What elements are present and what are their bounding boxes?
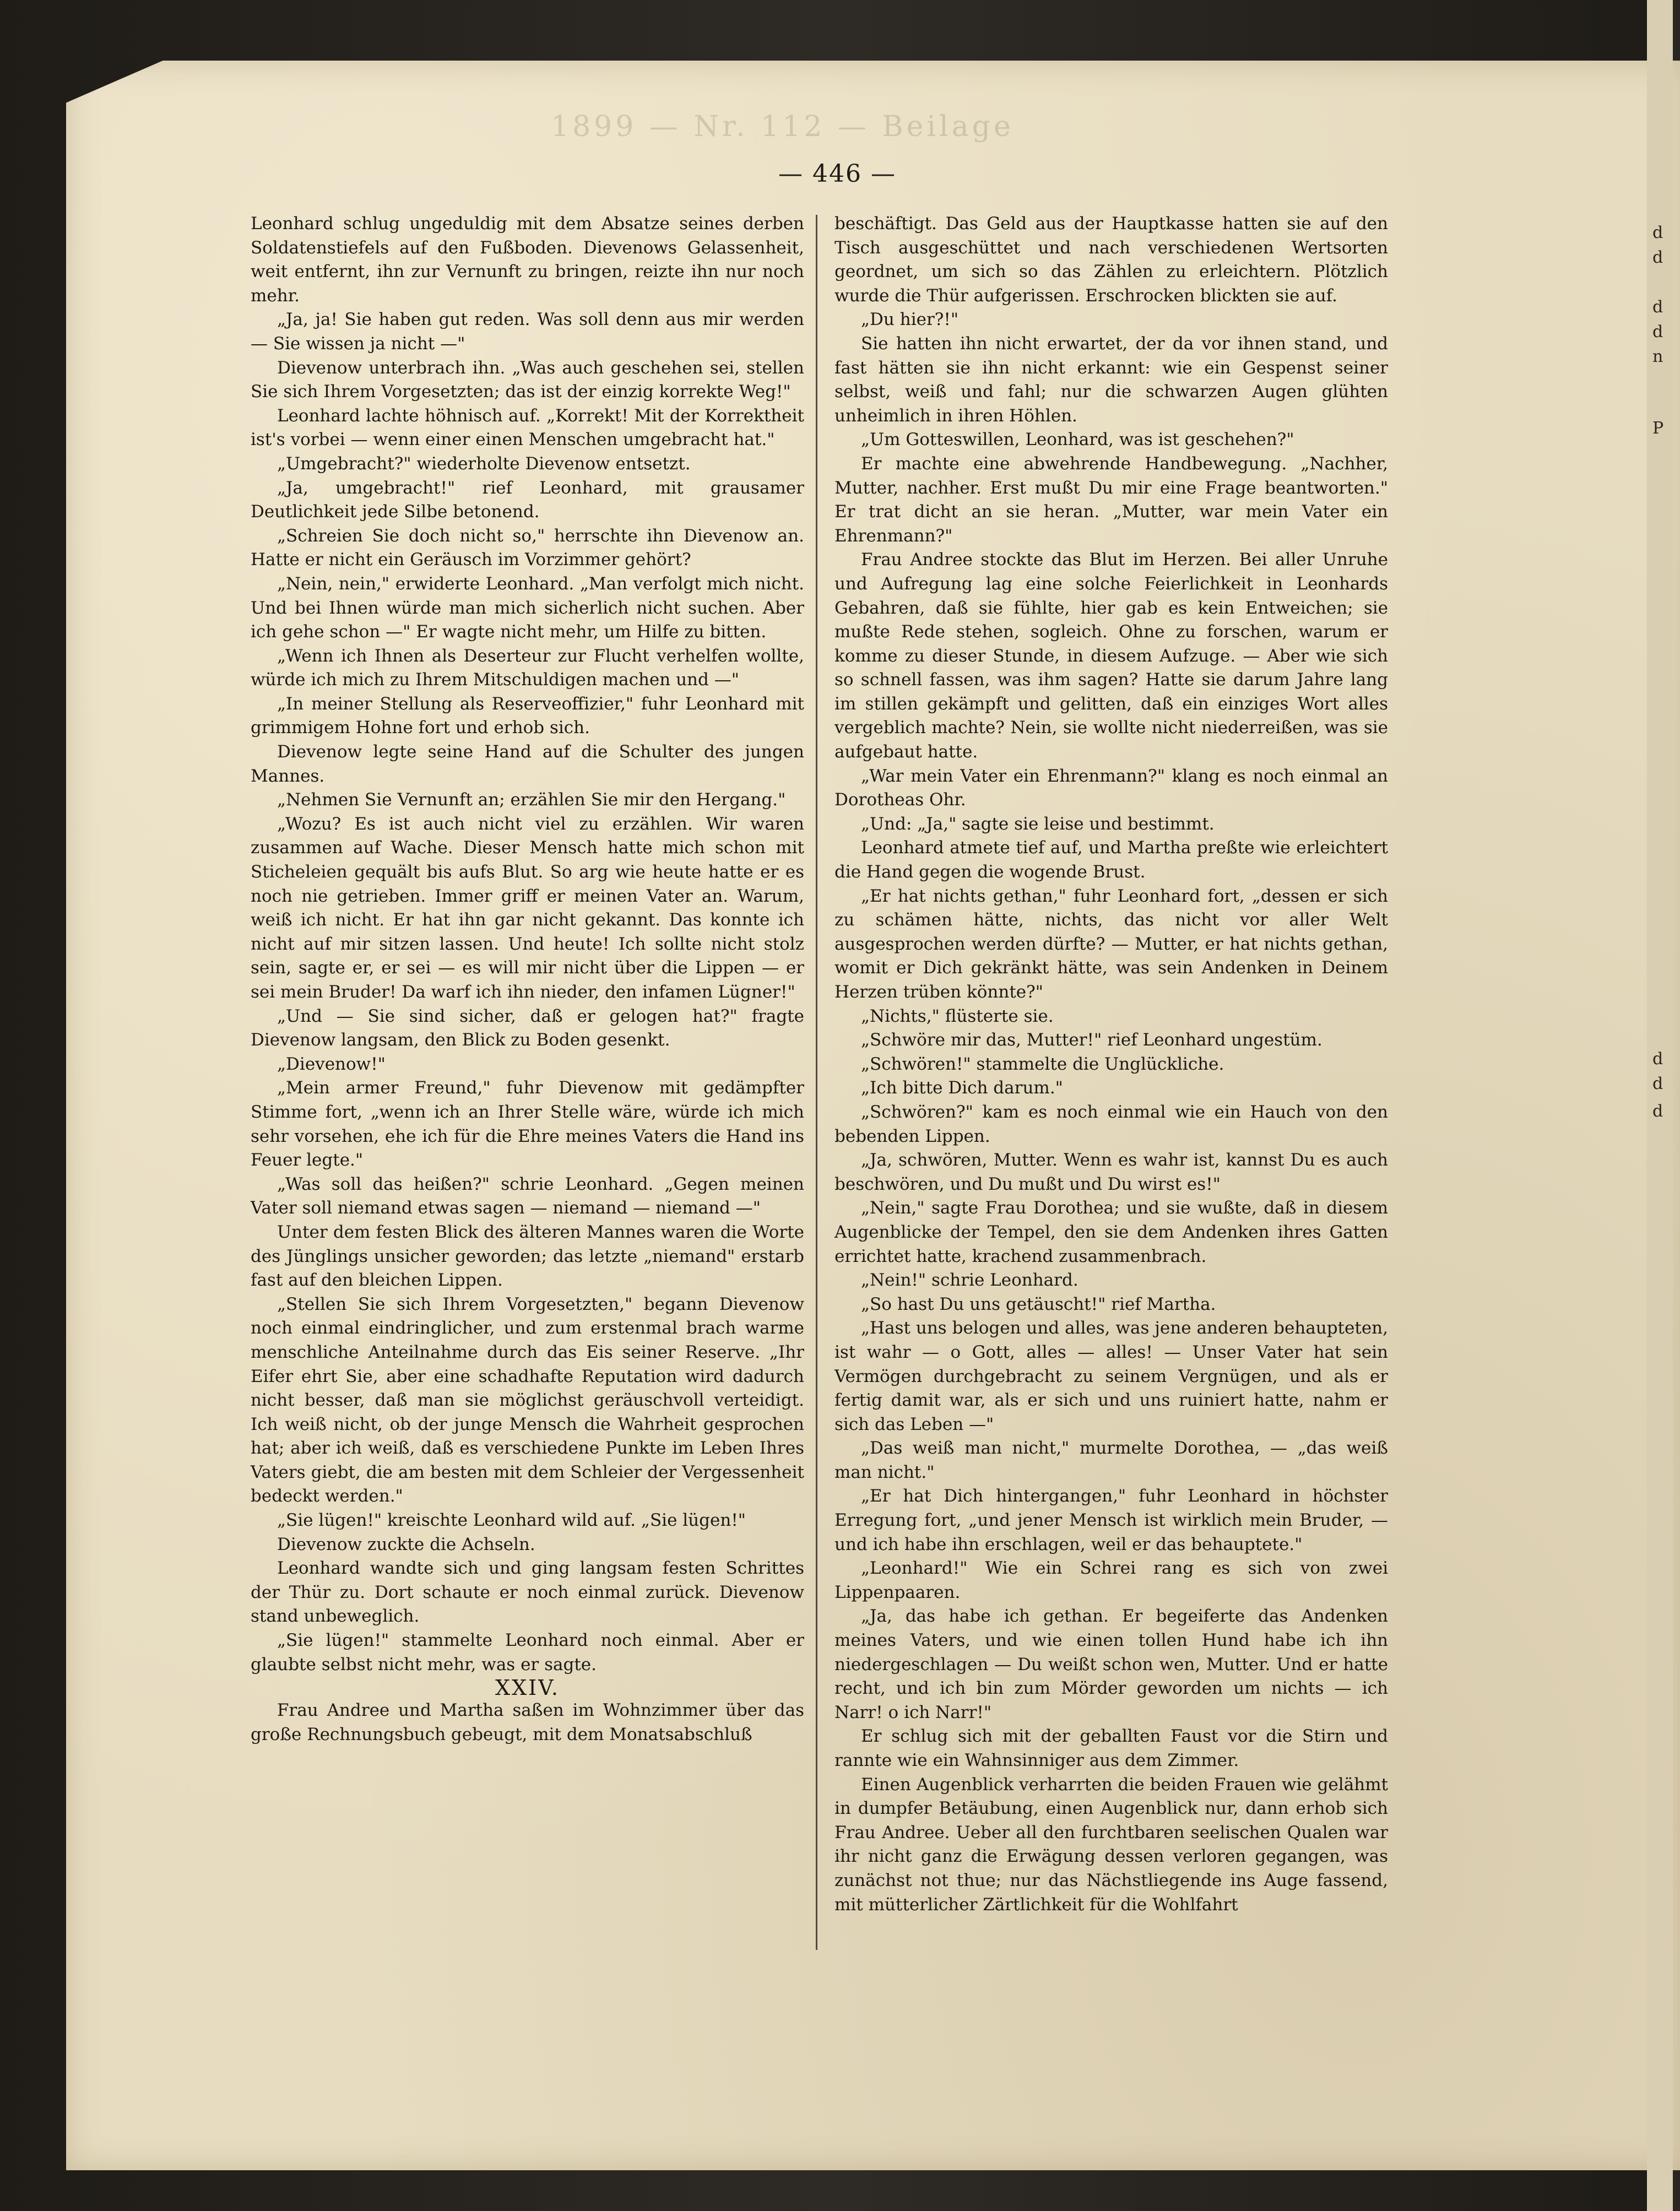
right-paragraph: „Du hier?!" xyxy=(861,310,959,330)
right-paragraph: „War mein Vater ein Ehrenmann?" klang es noch einmal an Dorotheas Ohr. xyxy=(834,766,1388,810)
next-page-edge-glyph: d xyxy=(1652,297,1663,317)
right-paragraph: „Ja, das habe ich gethan. Er begeiferte das Andenken meines Vaters, und wie einen tollen Hund habe ich ihn niedergeschlagen — Du weißt schon wen, Mutter. Und er hatte recht, und ich bin zum Mörder geworden um nichts — ich Narr! o ich Narr!" xyxy=(834,1606,1388,1722)
right-text-column xyxy=(834,212,1388,1917)
left-paragraph: „Mein armer Freund," fuhr Dievenow mit gedämpfter Stimme fort, „wenn ich an Ihrer Stelle wäre, würde ich mich sehr vorsehen, ehe ich für die Ehre meines Vaters die Hand ins Feuer legte." xyxy=(251,1078,804,1170)
next-page-edge-glyph: n xyxy=(1652,347,1663,366)
right-paragraph: „Ja, schwören, Mutter. Wenn es wahr ist, kannst Du es auch beschwören, und Du mußt und Du wirst es!" xyxy=(834,1150,1388,1194)
left-paragraph: „Nein, nein," erwiderte Leonhard. „Man verfolgt mich nicht. Und bei Ihnen würde man mich sicherlich nicht suchen. Aber ich gehe schon —" Er wagte nicht mehr, um Hilfe zu bitten. xyxy=(251,573,804,642)
right-paragraph: Einen Augenblick verharrten die beiden Frauen wie gelähmt in dumpfer Betäubung, einen Augenblick nur, dann erhob sich Frau Andree. Ueber all den furchtbaren seelischen Qualen war ihr nicht ganz die Erwägung dessen verloren gegangen, was zunächst not thue; nur das Nächstliegende ins Auge fassend, mit mütterlicher Zärtlichkeit für die Wohlfahrt xyxy=(834,1774,1388,1915)
right-paragraph: „Schwören!" stammelte die Unglückliche. xyxy=(861,1054,1224,1074)
next-page-edge-glyph: d xyxy=(1652,1049,1663,1069)
left-paragraph: „Umgebracht?" wiederholte Dievenow entsetzt. xyxy=(277,453,691,474)
right-paragraph: Leonhard atmete tief auf, und Martha preßte wie erleichtert die Hand gegen die wogende Brust. xyxy=(834,838,1388,882)
left-paragraph: „Ja, umgebracht!" rief Leonhard, mit grausamer Deutlichkeit jede Silbe betonend. xyxy=(251,478,804,522)
right-paragraph: Er schlug sich mit der geballten Faust vor die Stirn und rannte wie ein Wahnsinniger aus dem Zimmer. xyxy=(834,1726,1388,1770)
right-paragraph: „Nichts," flüsterte sie. xyxy=(861,1006,1054,1026)
right-paragraph: „So hast Du uns getäuscht!" rief Martha. xyxy=(861,1294,1216,1314)
left-text-column xyxy=(251,212,804,1747)
section-heading: XXIV. xyxy=(495,1676,560,1700)
right-paragraph: „Er hat Dich hintergangen," fuhr Leonhard in höchster Erregung fort, „und jener Mensch ist wirklich mein Bruder, — und ich habe ihn erschlagen, weil er das behauptete." xyxy=(834,1486,1388,1554)
right-paragraph: „Und: „Ja," sagte sie leise und bestimmt. xyxy=(861,814,1215,834)
right-paragraph: „Er hat nichts gethan," fuhr Leonhard fort, „dessen er sich zu schämen hätte, nichts, das nicht vor aller Welt ausgesprochen werden dürfte? — Mutter, er hat nichts gethan, womit er Dich gekränkt hätte, was sein Andenken in Deinem Herzen trüben könnte?" xyxy=(834,886,1388,1002)
right-paragraph: beschäftigt. Das Geld aus der Hauptkasse hatten sie auf den Tisch ausgeschüttet und nach verschiedenen Wertsorten geordnet, um sich so das Zählen zu erleichtern. Plötzlich wurde die Thür aufgerissen. Erschrocken blickten sie auf. xyxy=(834,214,1388,306)
next-page-edge xyxy=(1647,0,1673,2211)
left-paragraph: „Sie lügen!" stammelte Leonhard noch einmal. Aber er glaubte selbst nicht mehr, was er sagte. xyxy=(251,1630,804,1674)
right-paragraph: „Schwöre mir das, Mutter!" rief Leonhard ungestüm. xyxy=(861,1030,1323,1050)
next-page-edge-glyph: d xyxy=(1652,248,1663,267)
next-page-edge-glyph: P xyxy=(1652,419,1664,438)
right-paragraph: „Um Gotteswillen, Leonhard, was ist geschehen?" xyxy=(861,430,1294,450)
right-paragraph: „Nein!" schrie Leonhard. xyxy=(861,1270,1079,1291)
right-paragraph: Frau Andree stockte das Blut im Herzen. Bei aller Unruhe und Aufregung lag eine solche Feierlichkeit in Leonhards Gebahren, daß sie fühlte, hier gab es kein Entweichen; sie mußte Rede stehen, sogleich. Ohne zu forschen, warum er komme zu dieser Stunde, in diesem Aufzuge. — Aber wie sich so schnell fassen, was ihm sagen? Hatte sie darum Jahre lang im stillen gekämpft und gelitten, daß ein einziges Wort alles vergeblich machte? Nein, sie wollte nicht niederreißen, was sie aufgebaut hatte. xyxy=(834,550,1388,762)
left-paragraph: Unter dem festen Blick des älteren Mannes waren die Worte des Jünglings unsicher geworden; das letzte „niemand" erstarb fast auf den bleichen Lippen. xyxy=(251,1222,804,1291)
left-paragraph: Dievenow unterbrach ihn. „Was auch geschehen sei, stellen Sie sich Ihrem Vorgesetzten; das ist der einzig korrekte Weg!" xyxy=(251,357,804,402)
left-paragraph: „Ja, ja! Sie haben gut reden. Was soll denn aus mir werden — Sie wissen ja nicht —" xyxy=(251,310,804,354)
right-paragraph: Sie hatten ihn nicht erwartet, der da vor ihnen stand, und fast hätten sie ihn nicht erkannt: wie ein Gespenst seiner selbst, weiß und fahl; nur die schwarzen Augen glühten unheimlich in ihren Höhlen. xyxy=(834,333,1388,426)
column-divider xyxy=(816,215,817,1950)
left-paragraph: Leonhard lachte höhnisch auf. „Korrekt! Mit der Korrektheit ist's vorbei — wenn einer einen Menschen umgebracht hat." xyxy=(251,405,804,450)
left-paragraph: „Schreien Sie doch nicht so," herrschte ihn Dievenow an. Hatte er nicht ein Geräusch im Vorzimmer gehört? xyxy=(251,525,804,570)
left-paragraph: „Sie lügen!" kreischte Leonhard wild auf. „Sie lügen!" xyxy=(277,1510,746,1531)
right-paragraph: „Das weiß man nicht," murmelte Dorothea, — „das weiß man nicht." xyxy=(834,1438,1388,1482)
left-paragraph: „In meiner Stellung als Reserveoffizier," fuhr Leonhard mit grimmigem Hohne fort und erhob sich. xyxy=(251,693,804,738)
right-paragraph: „Schwören?" kam es noch einmal wie ein Hauch von den bebenden Lippen. xyxy=(834,1102,1388,1146)
left-paragraph: „Wozu? Es ist auch nicht viel zu erzählen. Wir waren zusammen auf Wache. Dieser Mensch hatte mich schon mit Sticheleien gequält bis aufs Blut. So arg wie heute hatte er es noch nie getrieben. Immer griff er meinen Vater an. Warum, weiß ich nicht. Er hat ihn gar nicht gekannt. Das konnte ich nicht auf mir sitzen lassen. Und heute! Ich sollte nicht stolz sein, sagte er, er sei — es will mir nicht über die Lippen — er sei mein Bruder! Da warf ich ihn nieder, den infamen Lügner!" xyxy=(251,814,804,1002)
left-paragraph: Leonhard wandte sich und ging langsam festen Schrittes der Thür zu. Dort schaute er noch einmal zurück. Dievenow stand unbeweglich. xyxy=(251,1558,804,1627)
right-paragraph: Er machte eine abwehrende Handbewegung. „Nachher, Mutter, nachher. Erst mußt Du mir eine Frage beantworten." Er trat dicht an sie heran. „Mutter, war mein Vater ein Ehrenmann?" xyxy=(834,453,1388,546)
left-paragraph: „Und — Sie sind sicher, daß er gelogen hat?" fragte Dievenow langsam, den Blick zu Boden gesenkt. xyxy=(251,1006,804,1050)
page-number: — 446 — xyxy=(778,160,896,188)
bleed-through-text: 1899 — Nr. 112 — Beilage xyxy=(551,110,1014,143)
right-paragraph: „Ich bitte Dich darum." xyxy=(861,1078,1063,1098)
right-paragraph: „Hast uns belogen und alles, was jene anderen behaupteten, ist wahr — o Gott, alles — alles! — Unser Vater hat sein Vermögen durchgebracht zu seinem Vergnügen, und als er fertig damit war, als er sich und uns ruiniert hatte, nahm er sich das Leben —" xyxy=(834,1318,1388,1434)
next-page-edge-glyph: d xyxy=(1652,1102,1663,1121)
next-page-edge-glyph: d xyxy=(1652,223,1663,242)
next-page-edge-glyph: d xyxy=(1652,1074,1663,1093)
left-paragraph: „Stellen Sie sich Ihrem Vorgesetzten," begann Dievenow noch einmal eindringlicher, und zum erstenmal brach warme menschliche Anteilnahme durch das Eis seiner Reserve. „Ihr Eifer ehrt Sie, aber eine schadhafte Reputation wird dadurch nicht besser, daß man sie möglichst geräuschvoll verteidigt. Ich weiß nicht, ob der junge Mensch die Wahrheit gesprochen hat; aber ich weiß, daß es verschiedene Punkte im Leben Ihres Vaters giebt, die am besten mit dem Schleier der Vergessenheit bedeckt werden." xyxy=(251,1294,804,1506)
left-paragraph: Frau Andree und Martha saßen im Wohnzimmer über das große Rechnungsbuch gebeugt, mit dem Monatsabschluß xyxy=(251,1700,804,1744)
left-paragraph: „Nehmen Sie Vernunft an; erzählen Sie mir den Hergang." xyxy=(277,790,786,810)
left-paragraph: „Dievenow!" xyxy=(277,1054,386,1074)
next-page-edge-glyph: d xyxy=(1652,322,1663,342)
left-paragraph: Leonhard schlug ungeduldig mit dem Absatze seines derben Soldatenstiefels auf den Fußboden. Dievenows Gelassenheit, weit entfernt, ihn zur Vernunft zu bringen, reizte ihn nur noch mehr. xyxy=(251,214,804,306)
left-paragraph: „Wenn ich Ihnen als Deserteur zur Flucht verhelfen wollte, würde ich mich zu Ihrem Mitschuldigen machen und —" xyxy=(251,646,804,690)
left-paragraph: Dievenow legte seine Hand auf die Schulter des jungen Mannes. xyxy=(251,742,804,786)
left-paragraph: Dievenow zuckte die Achseln. xyxy=(277,1534,535,1554)
right-paragraph: „Nein," sagte Frau Dorothea; und sie wußte, daß in diesem Augenblicke der Tempel, den sie dem Andenken ihres Gatten errichtet hatte, krachend zusammenbrach. xyxy=(834,1198,1388,1266)
right-paragraph: „Leonhard!" Wie ein Schrei rang es sich von zwei Lippenpaaren. xyxy=(834,1558,1388,1602)
left-paragraph: „Was soll das heißen?" schrie Leonhard. „Gegen meinen Vater soll niemand etwas sagen — niemand — niemand —" xyxy=(251,1174,804,1218)
